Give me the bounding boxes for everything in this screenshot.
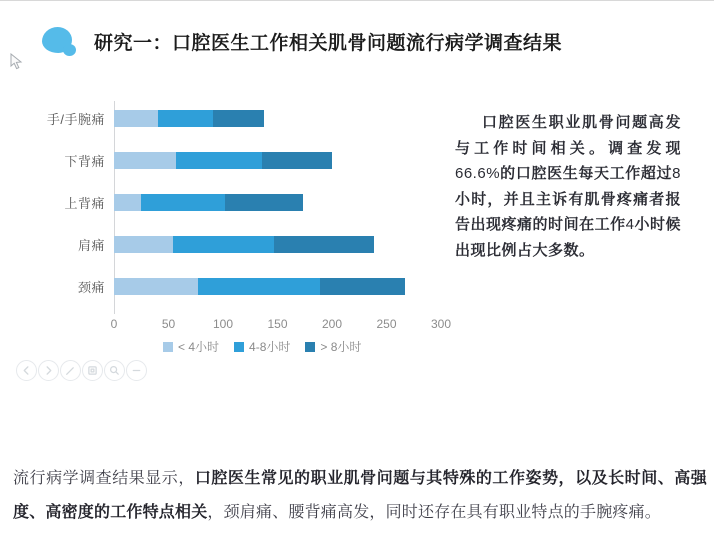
text-segment: 的口腔医生每天工作超过 bbox=[500, 165, 673, 182]
stacked-bar bbox=[114, 236, 374, 253]
chart-row bbox=[20, 223, 460, 265]
cloud-blob-icon bbox=[42, 27, 72, 53]
legend-label: > 8小时 bbox=[320, 340, 362, 354]
text-segment: ，颈肩痛、腰背痛高发，同时还存在具有职业特点的手腕疼痛。 bbox=[207, 504, 662, 521]
pen-icon bbox=[61, 360, 80, 381]
legend-swatch bbox=[305, 342, 315, 352]
bar-segment bbox=[114, 152, 176, 169]
x-axis bbox=[20, 317, 460, 333]
category-label: 下背痛 bbox=[64, 153, 105, 169]
frame-button[interactable] bbox=[82, 360, 103, 381]
text-segment: 小时候出现比例占大多数。 bbox=[455, 216, 681, 259]
chart-row bbox=[20, 139, 460, 181]
x-tick-label: 150 bbox=[267, 317, 288, 331]
stacked-bar-chart bbox=[20, 97, 460, 307]
bar-segment bbox=[320, 278, 405, 295]
category-label: 颈痛 bbox=[77, 279, 105, 295]
minus-icon bbox=[127, 360, 146, 381]
text-segment: 流行病学调查结果显示， bbox=[13, 470, 195, 487]
text-segment: 8 bbox=[672, 165, 681, 182]
legend-swatch bbox=[234, 342, 244, 352]
text-segment: 小时，并且主诉有肌骨疼痛者报告出现疼痛的时间在工作 bbox=[455, 190, 681, 233]
x-tick-label: 300 bbox=[430, 317, 452, 331]
stacked-bar bbox=[114, 110, 264, 127]
x-tick-label: 100 bbox=[212, 317, 234, 331]
summary-paragraph bbox=[13, 462, 707, 530]
bar-segment bbox=[176, 152, 262, 169]
bar-segment bbox=[262, 152, 332, 169]
text-segment: 口腔医生常见的职业肌骨问题与其特殊的工作姿势，以及长时间、高强度、高密度的工作特点相关 bbox=[13, 470, 708, 521]
stacked-bar bbox=[114, 152, 332, 169]
chevron-right-icon bbox=[39, 360, 58, 381]
bar-segment bbox=[173, 236, 274, 253]
zoom-button[interactable] bbox=[104, 360, 125, 381]
x-tick-label: 0 bbox=[110, 317, 118, 331]
legend-label: < 4小时 bbox=[178, 340, 220, 354]
bar-segment bbox=[114, 194, 141, 211]
chart-row bbox=[20, 265, 460, 307]
legend-swatch bbox=[163, 342, 173, 352]
bar-segment bbox=[213, 110, 264, 127]
x-tick-label: 250 bbox=[376, 317, 397, 331]
magnifier-icon bbox=[105, 360, 124, 381]
text-segment: 66.6% bbox=[455, 165, 501, 182]
chart-rows bbox=[20, 97, 460, 307]
bar-segment bbox=[225, 194, 302, 211]
text-segment: 口腔医生职业肌骨问题高发与工作时间相关。调查发现 bbox=[455, 114, 681, 157]
legend-item bbox=[163, 338, 219, 355]
legend-label: 4-8小时 bbox=[249, 340, 291, 354]
bar-segment bbox=[274, 236, 374, 253]
bar-segment bbox=[114, 278, 198, 295]
insight-paragraph bbox=[455, 110, 681, 263]
category-label: 肩痛 bbox=[77, 237, 105, 253]
previous-slide-button[interactable] bbox=[16, 360, 37, 381]
pen-button[interactable] bbox=[60, 360, 81, 381]
legend-item bbox=[305, 338, 361, 355]
legend-item bbox=[234, 338, 290, 355]
bar-segment bbox=[114, 236, 173, 253]
frame-icon bbox=[83, 360, 102, 381]
stacked-bar bbox=[114, 278, 405, 295]
bar-segment bbox=[114, 110, 158, 127]
viewer-toolbar bbox=[16, 360, 147, 381]
slide-title: 研究一：口腔医生工作相关肌骨问题流行病学调查结果 bbox=[94, 33, 563, 54]
chart-row bbox=[20, 181, 460, 223]
bar-segment bbox=[198, 278, 320, 295]
stacked-bar bbox=[114, 194, 303, 211]
text-segment: 4 bbox=[625, 216, 635, 233]
next-slide-button[interactable] bbox=[38, 360, 59, 381]
bar-segment bbox=[158, 110, 214, 127]
bar-segment bbox=[141, 194, 225, 211]
category-label: 手/手腕痛 bbox=[46, 111, 105, 127]
mouse-cursor-icon bbox=[10, 53, 23, 70]
more-button[interactable] bbox=[126, 360, 147, 381]
chart-row bbox=[20, 97, 460, 139]
chart-legend bbox=[163, 338, 361, 355]
x-tick-label: 200 bbox=[321, 317, 343, 331]
chevron-left-icon bbox=[17, 360, 36, 381]
x-tick-label: 50 bbox=[161, 317, 176, 331]
category-label: 上背痛 bbox=[64, 195, 105, 211]
